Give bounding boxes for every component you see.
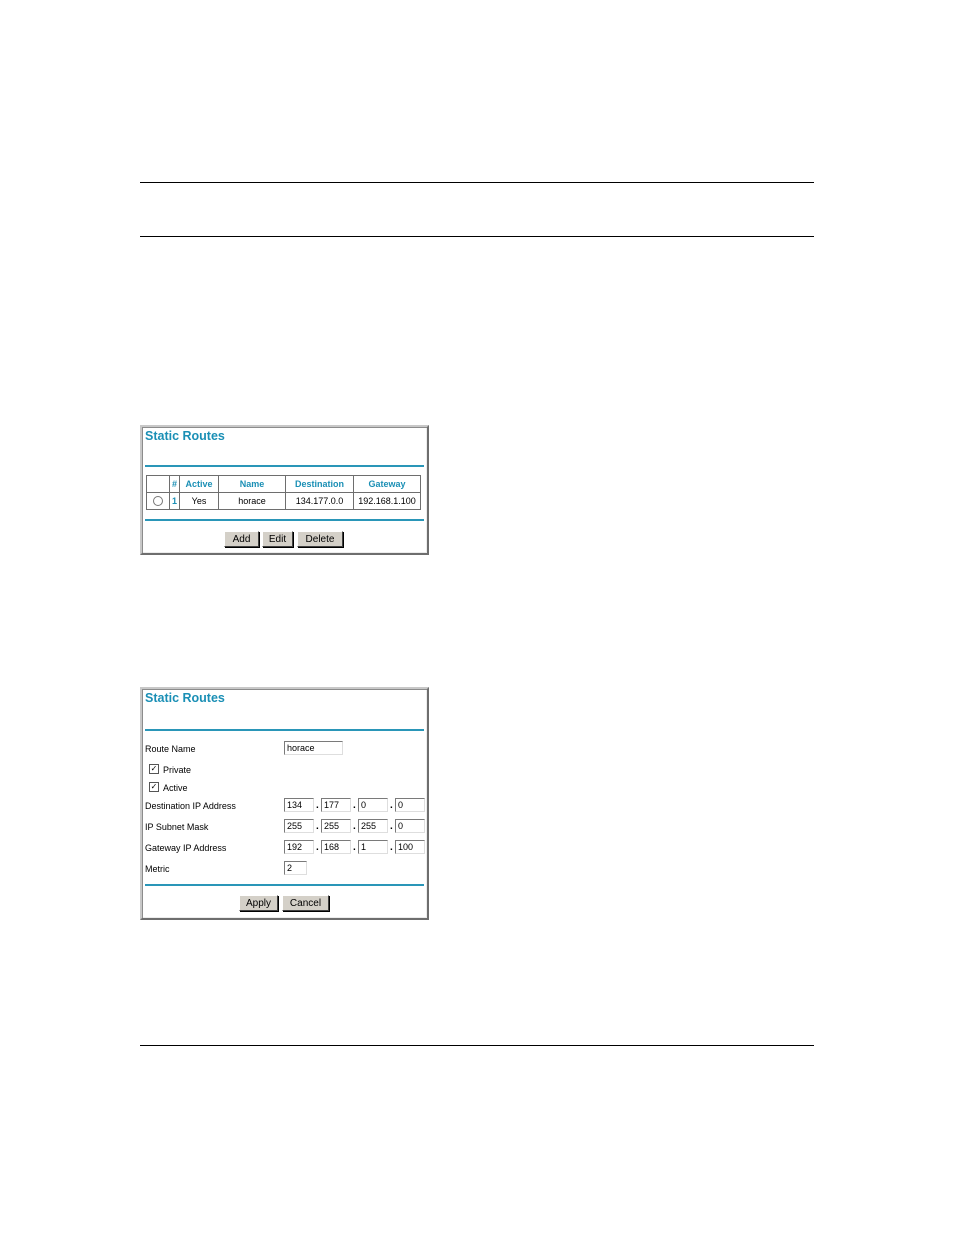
col-select xyxy=(147,476,170,493)
table-row[interactable] xyxy=(147,493,421,510)
active-label: Active xyxy=(163,783,188,793)
private-checkbox[interactable]: ✓ xyxy=(150,764,158,773)
row-number: 1 xyxy=(170,493,180,510)
col-name: Name xyxy=(219,476,286,493)
row-gateway: 192.168.1.100 xyxy=(354,493,421,510)
static-routes-edit-panel xyxy=(140,687,429,920)
ip-separator: . xyxy=(353,842,356,853)
ip-separator: . xyxy=(316,842,319,853)
divider xyxy=(145,729,424,731)
routes-table xyxy=(146,475,421,510)
row-destination: 134.177.0.0 xyxy=(286,493,354,510)
gateway-ip-octet-4[interactable]: 100 xyxy=(395,840,425,854)
row-active: Yes xyxy=(180,493,219,510)
gateway-ip-octet-3[interactable]: 1 xyxy=(358,840,388,854)
col-destination: Destination xyxy=(286,476,354,493)
top-rule-1 xyxy=(140,182,814,183)
row-name: horace xyxy=(219,493,286,510)
divider xyxy=(145,465,424,467)
divider xyxy=(145,519,424,521)
ip-separator: . xyxy=(353,800,356,811)
col-number: # xyxy=(170,476,180,493)
top-rule-2 xyxy=(140,236,814,237)
route-name-label: Route Name xyxy=(145,744,196,754)
divider xyxy=(145,884,424,886)
bottom-rule xyxy=(140,1045,814,1046)
destination-ip-octet-4[interactable]: 0 xyxy=(395,798,425,812)
ip-separator: . xyxy=(390,842,393,853)
subnet-mask-label: IP Subnet Mask xyxy=(145,822,209,832)
active-checkbox[interactable]: ✓ xyxy=(150,782,158,791)
ip-separator: . xyxy=(390,821,393,832)
delete-button[interactable]: Delete xyxy=(297,531,343,547)
static-routes-list-panel xyxy=(140,425,429,555)
add-button[interactable]: Add xyxy=(224,531,259,547)
subnet-mask-octet-2[interactable]: 255 xyxy=(321,819,351,833)
cancel-button[interactable]: Cancel xyxy=(282,895,329,911)
subnet-mask-octet-1[interactable]: 255 xyxy=(284,819,314,833)
destination-ip-octet-3[interactable]: 0 xyxy=(358,798,388,812)
apply-button[interactable]: Apply xyxy=(239,895,278,911)
ip-separator: . xyxy=(353,821,356,832)
col-active: Active xyxy=(180,476,219,493)
destination-ip-label: Destination IP Address xyxy=(145,801,236,811)
ip-separator: . xyxy=(390,800,393,811)
subnet-mask-octet-3[interactable]: 255 xyxy=(358,819,388,833)
ip-separator: . xyxy=(316,800,319,811)
table-header-row xyxy=(147,476,421,493)
destination-ip-octet-2[interactable]: 177 xyxy=(321,798,351,812)
row-radio-button[interactable] xyxy=(153,496,163,506)
col-gateway: Gateway xyxy=(354,476,421,493)
row-select-cell[interactable] xyxy=(147,493,170,510)
metric-input[interactable]: 2 xyxy=(284,861,307,875)
gateway-ip-octet-1[interactable]: 192 xyxy=(284,840,314,854)
panel-title: Static Routes xyxy=(145,429,225,443)
subnet-mask-octet-4[interactable]: 0 xyxy=(395,819,425,833)
edit-button[interactable]: Edit xyxy=(262,531,293,547)
panel-title: Static Routes xyxy=(145,691,225,705)
gateway-ip-label: Gateway IP Address xyxy=(145,843,227,853)
destination-ip-octet-1[interactable]: 134 xyxy=(284,798,314,812)
ip-separator: . xyxy=(316,821,319,832)
metric-label: Metric xyxy=(145,864,170,874)
route-name-input[interactable]: horace xyxy=(284,741,343,755)
private-label: Private xyxy=(163,765,192,775)
gateway-ip-octet-2[interactable]: 168 xyxy=(321,840,351,854)
